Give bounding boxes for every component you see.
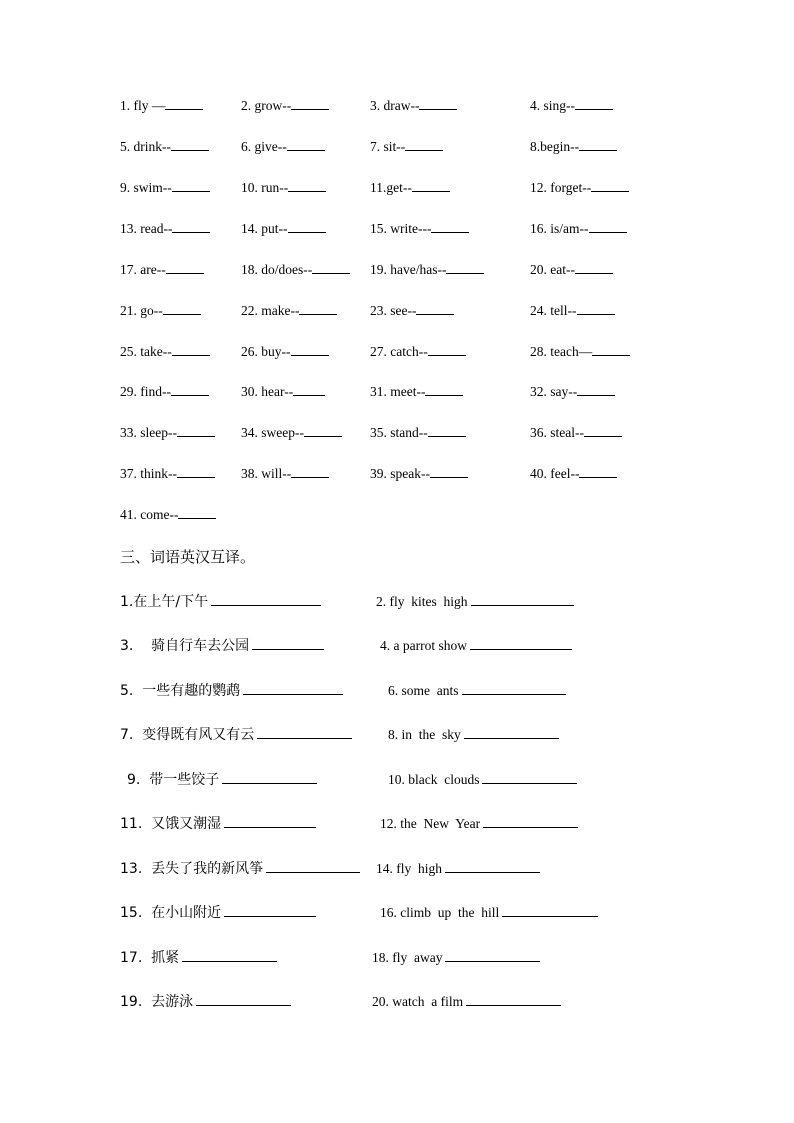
phrase-item-english xyxy=(388,681,566,701)
verb-label: 12. forget-- xyxy=(530,180,592,195)
answer-blank[interactable] xyxy=(171,137,209,151)
answer-blank[interactable] xyxy=(291,342,329,356)
phrase-item-chinese xyxy=(120,992,291,1012)
verb-label: 18. do/does-- xyxy=(241,262,313,277)
phrase-label: 13. 丢失了我的新风筝 xyxy=(120,861,264,877)
answer-blank[interactable] xyxy=(428,423,466,437)
answer-blank[interactable] xyxy=(412,178,450,192)
verb-label: 38. will-- xyxy=(241,466,292,481)
phrase-item-chinese xyxy=(120,948,277,968)
verb-label: 29. find-- xyxy=(120,384,171,399)
verb-item xyxy=(241,464,329,484)
phrase-label: 17. 抓紧 xyxy=(120,950,180,966)
verb-item xyxy=(530,301,615,321)
answer-blank[interactable] xyxy=(575,96,613,110)
verb-item xyxy=(530,423,622,443)
answer-blank[interactable] xyxy=(291,464,329,478)
answer-blank[interactable] xyxy=(182,948,277,962)
answer-blank[interactable] xyxy=(224,814,316,828)
verb-label: 4. sing-- xyxy=(530,98,575,113)
phrase-item-english xyxy=(372,948,540,968)
verb-label: 39. speak-- xyxy=(370,466,430,481)
answer-blank[interactable] xyxy=(584,423,622,437)
answer-blank[interactable] xyxy=(288,219,326,233)
verb-row xyxy=(0,137,794,157)
phrase-row xyxy=(0,814,794,834)
verb-row xyxy=(0,301,794,321)
answer-blank[interactable] xyxy=(304,423,342,437)
verb-item xyxy=(530,464,617,484)
phrase-item-english xyxy=(376,592,574,612)
verb-item xyxy=(370,301,454,321)
phrase-label: 2. fly kites high xyxy=(376,594,468,609)
phrase-item-chinese xyxy=(120,681,343,701)
answer-blank[interactable] xyxy=(196,992,291,1006)
phrase-row xyxy=(0,592,794,612)
verb-item xyxy=(241,219,326,239)
verb-row xyxy=(0,505,794,525)
verb-item xyxy=(120,505,216,525)
verb-label: 36. steal-- xyxy=(530,425,584,440)
answer-blank[interactable] xyxy=(166,260,204,274)
phrase-label: 16. climb up the hill xyxy=(380,905,500,920)
answer-blank[interactable] xyxy=(464,725,559,739)
answer-blank[interactable] xyxy=(425,382,463,396)
verb-label: 2. grow-- xyxy=(241,98,292,113)
verb-item xyxy=(370,178,450,198)
phrase-row xyxy=(0,725,794,745)
verb-item xyxy=(530,382,615,402)
verb-label: 34. sweep-- xyxy=(241,425,304,440)
answer-blank[interactable] xyxy=(291,96,329,110)
phrase-item-english xyxy=(380,636,572,656)
verb-label: 14. put-- xyxy=(241,221,288,236)
verb-item xyxy=(120,301,201,321)
answer-blank[interactable] xyxy=(470,636,572,650)
answer-blank[interactable] xyxy=(177,464,215,478)
verb-label: 15. write--- xyxy=(370,221,432,236)
verb-label: 27. catch-- xyxy=(370,344,428,359)
phrase-row xyxy=(0,681,794,701)
phrase-label: 6. some ants xyxy=(388,683,459,698)
verb-label: 11.get-- xyxy=(370,180,412,195)
verb-item xyxy=(370,96,457,116)
verb-item xyxy=(370,464,468,484)
verb-label: 6. give-- xyxy=(241,139,287,154)
verb-label: 40. feel-- xyxy=(530,466,580,481)
phrase-row xyxy=(0,948,794,968)
verb-item xyxy=(241,137,325,157)
verb-row xyxy=(0,464,794,484)
verb-row xyxy=(0,219,794,239)
phrase-item-english xyxy=(388,725,559,745)
verb-label: 31. meet-- xyxy=(370,384,426,399)
phrase-label: 1.在上午/下午 xyxy=(120,594,209,610)
phrase-item-chinese xyxy=(120,903,316,923)
phrase-label: 5. 一些有趣的鹦鹉 xyxy=(120,683,241,699)
answer-blank[interactable] xyxy=(577,382,615,396)
answer-blank[interactable] xyxy=(163,301,201,315)
verb-label: 26. buy-- xyxy=(241,344,291,359)
verb-item xyxy=(120,464,215,484)
answer-blank[interactable] xyxy=(577,301,615,315)
phrase-label: 3. 骑自行车去公园 xyxy=(120,638,250,654)
phrase-label: 7. 变得既有风又有云 xyxy=(120,727,255,743)
verb-label: 22. make-- xyxy=(241,303,300,318)
verb-label: 32. say-- xyxy=(530,384,578,399)
verb-item xyxy=(370,423,466,443)
phrase-row xyxy=(0,859,794,879)
verb-item xyxy=(241,260,350,280)
verb-item xyxy=(530,260,613,280)
verb-item xyxy=(370,137,443,157)
section-title: 三、词语英汉互译。 xyxy=(120,548,256,566)
verb-label: 3. draw-- xyxy=(370,98,420,113)
answer-blank[interactable] xyxy=(243,681,343,695)
answer-blank[interactable] xyxy=(287,137,325,151)
verb-item xyxy=(530,96,613,116)
verb-item xyxy=(241,96,329,116)
verb-item xyxy=(530,342,630,362)
phrase-item-chinese xyxy=(120,725,352,745)
answer-blank[interactable] xyxy=(483,814,578,828)
verb-item xyxy=(370,382,463,402)
answer-blank[interactable] xyxy=(502,903,598,917)
verb-label: 30. hear-- xyxy=(241,384,294,399)
verb-item xyxy=(241,382,325,402)
answer-blank[interactable] xyxy=(172,219,210,233)
phrase-item-english xyxy=(388,770,577,790)
answer-blank[interactable] xyxy=(172,342,210,356)
answer-blank[interactable] xyxy=(312,260,350,274)
answer-blank[interactable] xyxy=(252,636,324,650)
verb-label: 17. are-- xyxy=(120,262,166,277)
verb-label: 21. go-- xyxy=(120,303,163,318)
answer-blank[interactable] xyxy=(293,382,325,396)
answer-blank[interactable] xyxy=(431,219,469,233)
verb-item xyxy=(120,342,210,362)
verb-item xyxy=(241,178,326,198)
answer-blank[interactable] xyxy=(445,859,540,873)
verb-row xyxy=(0,382,794,402)
answer-blank[interactable] xyxy=(579,464,617,478)
verb-label: 5. drink-- xyxy=(120,139,171,154)
verb-label: 37. think-- xyxy=(120,466,177,481)
answer-blank[interactable] xyxy=(589,219,627,233)
verb-row xyxy=(0,178,794,198)
answer-blank[interactable] xyxy=(445,948,540,962)
phrase-item-english xyxy=(380,814,578,834)
verb-item xyxy=(120,178,210,198)
verb-row xyxy=(0,260,794,280)
phrase-item-chinese xyxy=(120,636,324,656)
verb-item xyxy=(370,260,484,280)
phrase-label: 9. 带一些饺子 xyxy=(127,772,220,788)
phrase-item-chinese xyxy=(120,814,316,834)
verb-label: 20. eat-- xyxy=(530,262,575,277)
answer-blank[interactable] xyxy=(165,96,203,110)
answer-blank[interactable] xyxy=(575,260,613,274)
verb-label: 7. sit-- xyxy=(370,139,406,154)
answer-blank[interactable] xyxy=(224,903,316,917)
answer-blank[interactable] xyxy=(177,423,215,437)
phrase-label: 20. watch a film xyxy=(372,994,464,1009)
answer-blank[interactable] xyxy=(471,592,574,606)
verb-item xyxy=(241,301,337,321)
verb-label: 24. tell-- xyxy=(530,303,577,318)
verb-item xyxy=(241,423,342,443)
verb-label: 33. sleep-- xyxy=(120,425,177,440)
verb-label: 35. stand-- xyxy=(370,425,428,440)
phrase-item-chinese xyxy=(127,770,317,790)
answer-blank[interactable] xyxy=(288,178,326,192)
verb-row xyxy=(0,423,794,443)
verb-item xyxy=(530,178,629,198)
verb-label: 8.begin-- xyxy=(530,139,580,154)
verb-item xyxy=(120,423,215,443)
verb-item xyxy=(370,219,469,239)
verb-item xyxy=(120,96,203,116)
answer-blank[interactable] xyxy=(592,342,630,356)
answer-blank[interactable] xyxy=(172,178,210,192)
phrase-item-english xyxy=(372,992,561,1012)
answer-blank[interactable] xyxy=(299,301,337,315)
verb-item xyxy=(530,219,627,239)
answer-blank[interactable] xyxy=(579,137,617,151)
phrase-label: 18. fly away xyxy=(372,950,443,965)
phrase-item-chinese xyxy=(120,592,321,612)
phrase-label: 14. fly high xyxy=(376,861,442,876)
answer-blank[interactable] xyxy=(266,859,360,873)
answer-blank[interactable] xyxy=(257,725,352,739)
answer-blank[interactable] xyxy=(591,178,629,192)
verb-item xyxy=(120,260,204,280)
verb-label: 41. come-- xyxy=(120,507,179,522)
answer-blank[interactable] xyxy=(222,770,317,784)
phrase-item-chinese xyxy=(120,859,360,879)
phrase-label: 11. 又饿又潮湿 xyxy=(120,816,222,832)
answer-blank[interactable] xyxy=(428,342,466,356)
phrase-label: 8. in the sky xyxy=(388,727,461,742)
phrase-row xyxy=(0,903,794,923)
verb-label: 25. take-- xyxy=(120,344,172,359)
phrase-item-english xyxy=(376,859,540,879)
verb-item xyxy=(120,137,209,157)
phrase-row xyxy=(0,992,794,1012)
answer-blank[interactable] xyxy=(462,681,566,695)
verb-item xyxy=(370,342,466,362)
answer-blank[interactable] xyxy=(211,592,321,606)
phrase-label: 15. 在小山附近 xyxy=(120,905,222,921)
answer-blank[interactable] xyxy=(482,770,577,784)
phrase-row xyxy=(0,770,794,790)
verb-label: 10. run-- xyxy=(241,180,289,195)
answer-blank[interactable] xyxy=(416,301,454,315)
verb-label: 16. is/am-- xyxy=(530,221,589,236)
phrase-label: 10. black clouds xyxy=(388,772,480,787)
verb-item xyxy=(530,137,617,157)
answer-blank[interactable] xyxy=(178,505,216,519)
answer-blank[interactable] xyxy=(171,382,209,396)
phrase-row xyxy=(0,636,794,656)
answer-blank[interactable] xyxy=(430,464,468,478)
verb-label: 1. fly — xyxy=(120,98,166,113)
verb-label: 28. teach— xyxy=(530,344,593,359)
phrase-item-english xyxy=(380,903,598,923)
phrase-label: 19. 去游泳 xyxy=(120,994,194,1010)
answer-blank[interactable] xyxy=(405,137,443,151)
answer-blank[interactable] xyxy=(466,992,561,1006)
verb-row xyxy=(0,342,794,362)
verb-label: 23. see-- xyxy=(370,303,417,318)
verb-item xyxy=(120,382,209,402)
phrase-label: 4. a parrot show xyxy=(380,638,467,653)
answer-blank[interactable] xyxy=(446,260,484,274)
verb-item xyxy=(120,219,210,239)
verb-item xyxy=(241,342,329,362)
verb-label: 13. read-- xyxy=(120,221,173,236)
verb-label: 9. swim-- xyxy=(120,180,172,195)
verb-row xyxy=(0,96,794,116)
phrase-label: 12. the New Year xyxy=(380,816,481,831)
verb-label: 19. have/has-- xyxy=(370,262,447,277)
answer-blank[interactable] xyxy=(419,96,457,110)
